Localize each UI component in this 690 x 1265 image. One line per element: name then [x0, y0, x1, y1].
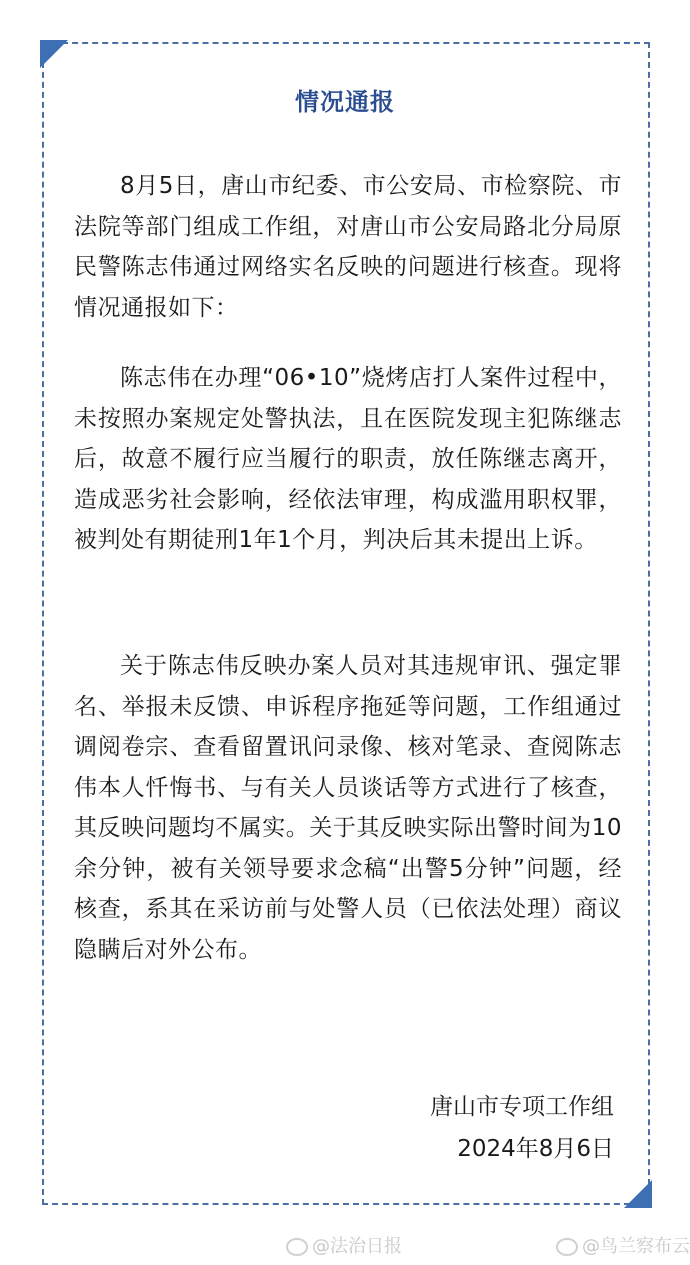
corner-decoration-top-left — [40, 40, 68, 68]
weibo-icon — [286, 1238, 308, 1256]
paragraph-2: 陈志伟在办理“06•10”烧烤店打人案件过程中，未按照办案规定处警执法，且在医院发现主犯陈继志后，故意不履行应当履行的职责，放任陈继志离开，造成恶劣社会影响，经依法审理，构成滥用职权罪，被判处有期徒刑1年1个月，判决后其未提出上诉。 — [74, 365, 622, 553]
signature-block — [430, 1086, 614, 1170]
watermark-left-text: @法治日报 — [312, 1236, 402, 1257]
watermark-left — [286, 1232, 402, 1258]
watermark-bar — [0, 1232, 690, 1256]
watermark-right-text: @鸟兰察布云 — [582, 1236, 690, 1257]
paragraph-3: 关于陈志伟反映办案人员对其违规审讯、强定罪名、举报未反馈、申诉程序拖延等问题，工作组通过调阅卷宗、查看留置讯问录像、核对笔录、查阅陈志伟本人忏悔书、与有关人员谈话等方式进行了核查，其反映问题均不属实。关于其反映实际出警时间为10余分钟，被有关领导要求念稿“出警5分钟”问题，经核查，系其在采访前与处警人员（已依法处理）商议隐瞒后对外公布。 — [74, 653, 622, 963]
signature-date: 2024年8月6日 — [457, 1136, 614, 1162]
document-title: 情况通报 — [295, 88, 395, 116]
paragraph-1: 8月5日，唐山市纪委、市公安局、市检察院、市法院等部门组成工作组，对唐山市公安局路北分局原民警陈志伟通过网络实名反映的问题进行核查。现将情况通报如下： — [74, 173, 622, 321]
signature-org: 唐山市专项工作组 — [430, 1094, 614, 1120]
watermark-right — [556, 1232, 690, 1258]
weibo-icon — [556, 1238, 578, 1256]
corner-decoration-bottom-right — [624, 1180, 652, 1208]
